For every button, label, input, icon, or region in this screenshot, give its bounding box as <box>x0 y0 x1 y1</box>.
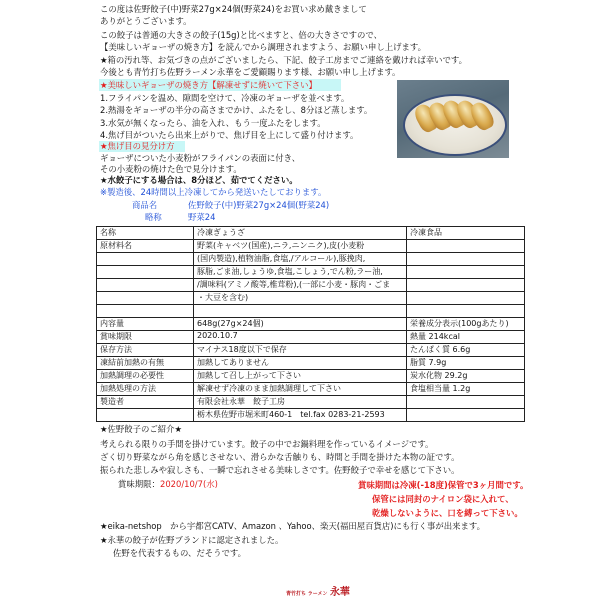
table-row <box>97 253 525 266</box>
table-row <box>97 279 525 292</box>
burn-line: ギョーザについた小麦粉がフライパンの表面に付き、 <box>100 153 301 163</box>
logo-big: 永華 <box>329 587 350 598</box>
table-row <box>97 227 525 240</box>
product-short-value: 野菜24 <box>188 212 216 222</box>
row-label-cell: 名称 <box>97 227 194 240</box>
nutrition-cell <box>407 305 525 318</box>
nutrition-cell <box>407 396 525 409</box>
logo-small: 青竹打ち ラーメン <box>286 591 328 597</box>
expiry-label: 賞味期限： <box>118 479 160 489</box>
row-label-cell: 原材料名 <box>97 240 194 253</box>
nutrition-cell: たんぱく質 6.6g <box>407 344 525 357</box>
table-row <box>97 357 525 370</box>
red-note: 賞味期間は冷凍(-18度)保管で3ヶ月間です。 <box>358 480 529 490</box>
nutrition-cell <box>407 253 525 266</box>
nutrition-cell <box>407 292 525 305</box>
howto-step: 2.熱湯をギョーザの半分の高さまでかけ、ふたをし、8分ほど蒸します。 <box>100 105 373 115</box>
row-value-cell <box>194 305 407 318</box>
nutrition-cell: 栄養成分表示(100gあたり) <box>407 318 525 331</box>
row-value-cell: 加熱して召し上がって下さい <box>194 370 407 383</box>
row-label-cell: 凍結前加熱の有無 <box>97 357 194 370</box>
row-label-cell <box>97 305 194 318</box>
row-label-cell: 内容量 <box>97 318 194 331</box>
nutrition-cell: 脂質 7.9g <box>407 357 525 370</box>
table-row <box>97 240 525 253</box>
nutrition-cell: 食塩相当量 1.2g <box>407 383 525 396</box>
intro-line: 今後とも青竹打ち佐野ラーメン永華をご愛顧賜ります様、お願い申し上げます。 <box>100 67 401 77</box>
product-name-value: 佐野餃子(中)野菜27g×24個(野菜24) <box>188 200 330 210</box>
row-value-cell: 冷凍ぎょうざ <box>194 227 407 240</box>
intro-line: この度は佐野餃子(中)野菜27g×24個(野菜24)をお買い求め戴きまして <box>100 4 367 14</box>
table-row <box>97 318 525 331</box>
about-heading: ★佐野餃子のご紹介★ <box>100 424 183 434</box>
table-row <box>97 396 525 409</box>
row-label-cell <box>97 409 194 422</box>
about-line: 振られた悲しみや寂しさも、一瞬で忘れさせる美味しさです。佐野餃子で幸せを感じて下さい。 <box>100 465 460 475</box>
about-line: 考えられる限りの手間を掛けています。餃子の中でお鍋料理を作っているイメージです。 <box>100 439 434 449</box>
expiry-value: 2020/10/7(水) <box>160 479 218 489</box>
table-row <box>97 331 525 344</box>
howto-step: 3.水気が無くなったら、油を入れ、もう一度ふたをします。 <box>100 118 326 128</box>
row-value-cell: 栃木県佐野市堀米町460-1 tel.fax 0283-21-2593 <box>194 409 407 422</box>
product-short-label: 略称 <box>145 212 162 222</box>
row-label-cell: 賞味期限 <box>97 331 194 344</box>
nutrition-cell: 冷凍食品 <box>407 227 525 240</box>
row-value-cell: 648g(27g×24個) <box>194 318 407 331</box>
row-value-cell: マイナス18度以下で保存 <box>194 344 407 357</box>
nutrition-cell <box>407 279 525 292</box>
nutrition-cell <box>407 240 525 253</box>
shop-line: ★eika-netshop から宇都宮CATV、Amazon 、Yahoo、楽天(福田屋百貨店)にも行く事が出来ます。 <box>100 521 485 531</box>
red-note: 乾燥しないように、口を縛って下さい。 <box>372 508 523 518</box>
shop-line: ★永華の餃子が佐野ブランドに認定されました。 <box>100 535 284 545</box>
table-row <box>97 370 525 383</box>
intro-line: この餃子は普通の大きさの餃子(15g)と比べますと、倍の大きさですので、 <box>100 30 382 40</box>
nutrition-cell: 炭水化物 29.2g <box>407 370 525 383</box>
table-row <box>97 266 525 279</box>
row-label-cell: 保存方法 <box>97 344 194 357</box>
nutrition-cell: 熱量 214kcal <box>407 331 525 344</box>
row-value-cell: 加熱してありません <box>194 357 407 370</box>
row-label-cell: 加熱処理の方法 <box>97 383 194 396</box>
howto-step: 1.フライパンを温め、隙間を空けて、冷凍のギョーザを並べます。 <box>100 93 350 103</box>
row-value-cell: (国内製造),植物油脂,食塩,/アルコール),豚挽肉, <box>194 253 407 266</box>
row-value-cell: 豚脂,ごま油,しょうゆ,食塩,こしょう,でん粉,ラー油, <box>194 266 407 279</box>
brand-logo <box>286 583 350 598</box>
row-value-cell: 2020.10.7 <box>194 331 407 344</box>
shop-line: 佐野を代表するもの、だそうです。 <box>113 548 246 558</box>
table-row <box>97 344 525 357</box>
table-row <box>97 292 525 305</box>
row-label-cell <box>97 279 194 292</box>
burn-heading: ★焦げ目の見分け方 <box>100 141 175 151</box>
table-row <box>97 383 525 396</box>
table-row <box>97 409 525 422</box>
nutrition-cell <box>407 266 525 279</box>
freeze-note: ※製造後、24時間以上冷凍してから発送いたしております。 <box>100 187 327 197</box>
row-value-cell: 有限会社永華 餃子工房 <box>194 396 407 409</box>
water-note: ★水餃子にする場合は、8分ほど、茹でてください。 <box>100 175 298 185</box>
burn-line: その小麦粉の焼けた色で見分けます。 <box>100 164 242 174</box>
row-label-cell <box>97 253 194 266</box>
spec-table <box>96 226 525 422</box>
row-label-cell <box>97 292 194 305</box>
table-row <box>97 305 525 318</box>
row-label-cell: 製造者 <box>97 396 194 409</box>
about-line: ざく切り野菜ながら角を感じさせない、滑らかな舌触りも、時間と手間を掛けた本物の証です。 <box>100 452 460 462</box>
intro-line: ★箱の汚れ等、お気づきの点がございましたら、下記、餃子工房までご連絡を戴ければ幸いです。 <box>100 55 467 65</box>
row-label-cell: 加熱調理の必要性 <box>97 370 194 383</box>
gyoza-plate-photo <box>397 80 509 158</box>
row-label-cell <box>97 266 194 279</box>
intro-line: 【美味しいギョーザの焼き方】を読んでから調理されますよう、お願い申し上げます。 <box>100 42 426 52</box>
product-name-label: 商品名 <box>132 200 158 210</box>
row-value-cell: /調味料(アミノ酸等,椎茸粉),(一部に小麦・豚肉・ごま <box>194 279 407 292</box>
row-value-cell: 野菜(キャベツ(国産),ニラ,ニンニク),皮(小麦粉 <box>194 240 407 253</box>
row-value-cell: ・大豆を含む) <box>194 292 407 305</box>
howto-step: 4.焦げ目がついたら出来上がりで、焦げ目を上にして盛り付けます。 <box>100 130 359 140</box>
nutrition-cell <box>407 409 525 422</box>
row-value-cell: 解凍せず冷凍のまま加熱調理して下さい <box>194 383 407 396</box>
red-note: 保管には同封のナイロン袋に入れて、 <box>372 494 514 504</box>
howto-heading: ★美味しいギョーザの焼き方【解凍せずに焼いて下さい】 <box>100 80 317 90</box>
intro-line: ありがとうございます。 <box>100 16 192 26</box>
